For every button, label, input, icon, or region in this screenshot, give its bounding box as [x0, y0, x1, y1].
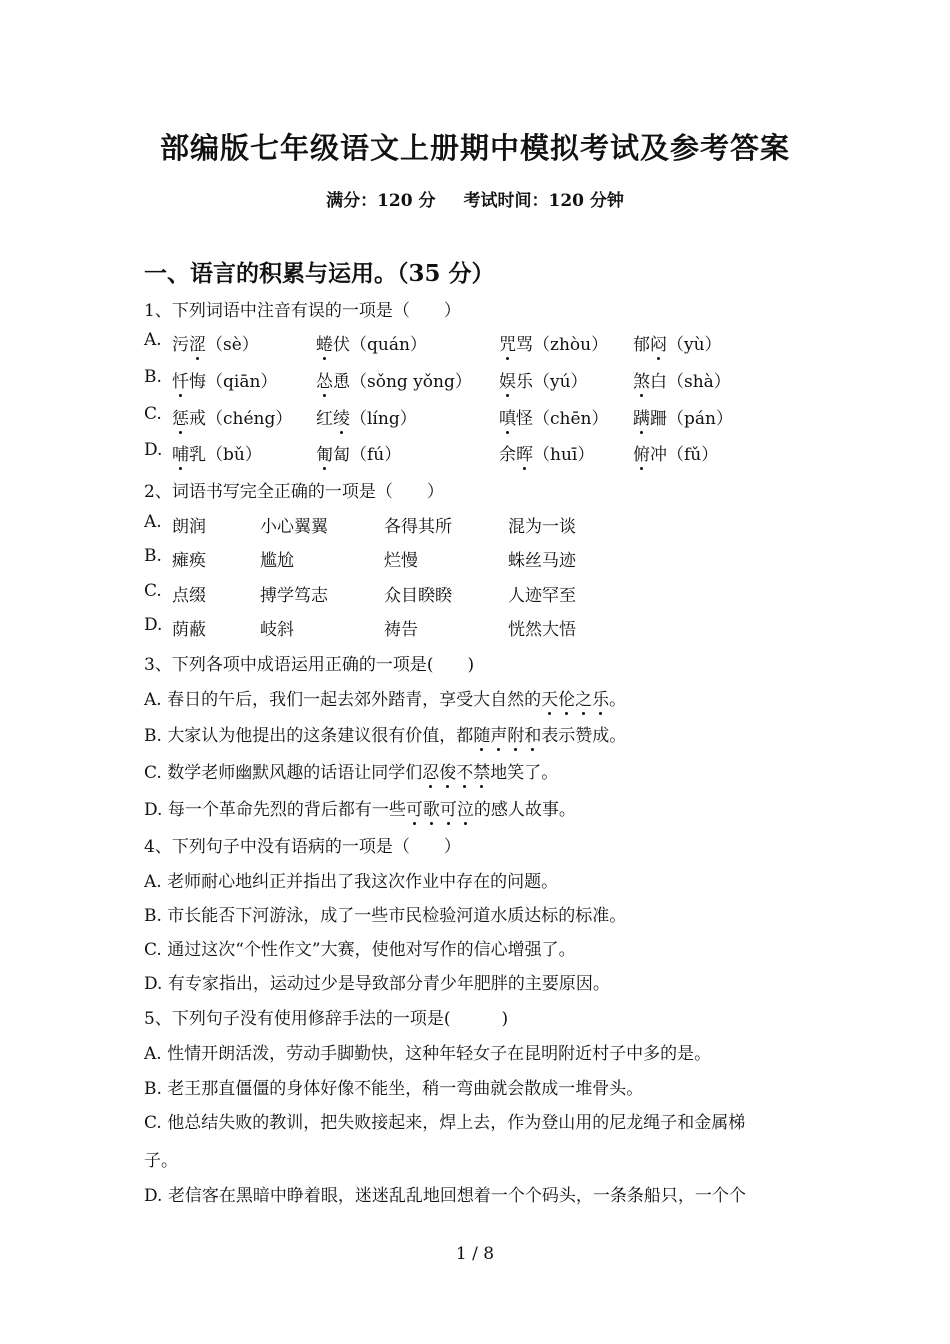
word-suffix-pinyin: 悔（qiān）: [189, 372, 278, 392]
word-with-pinyin: [172, 330, 259, 355]
question-4-stem: 4、下列句子中没有语病的一项是（ ）: [144, 837, 461, 857]
word-with-pinyin: [316, 440, 401, 465]
word-suffix-pinyin: 戒（chéng）: [189, 409, 293, 429]
word-with-pinyin: [316, 330, 427, 355]
question-4-option-a: A. 老师耐心地纠正并指出了我这次作业中存在的问题。: [144, 872, 559, 892]
emphasized-char: 晖: [516, 440, 533, 465]
word-suffix-pinyin: 伏（quán）: [333, 335, 427, 355]
word-suffix-pinyin: （yù）: [667, 335, 722, 355]
option-label: D.: [144, 440, 163, 460]
emphasized-char: 咒: [499, 330, 516, 355]
option-label: B.: [144, 726, 162, 746]
word-with-pinyin: [316, 404, 417, 429]
sentence-start: 数学老师幽默风趣的话语让同学们: [167, 763, 423, 783]
word-item: 尴尬: [260, 551, 294, 571]
page-title: 部编版七年级语文上册期中模拟考试及参考答案: [159, 131, 790, 165]
sentence-start: 大家认为他提出的这条建议很有价值，都: [167, 726, 474, 746]
word-with-pinyin: [172, 404, 292, 429]
emphasized-char: 哺: [172, 440, 189, 465]
word-item: 恍然大悟: [508, 620, 576, 640]
word-with-pinyin: [499, 330, 608, 355]
option-label: C.: [144, 763, 162, 783]
word-item: 点缀: [172, 586, 206, 606]
word-suffix-pinyin: 冲（fǔ）: [650, 445, 719, 465]
emphasized-char: 怂: [316, 367, 333, 392]
word-suffix-pinyin: （huī）: [533, 445, 595, 465]
word-item: 岐斜: [260, 620, 294, 640]
word-with-pinyin: [633, 404, 733, 429]
word-item: 荫蔽: [172, 620, 206, 640]
emphasized-char: 惩: [172, 404, 189, 429]
option-sentence: [144, 685, 626, 710]
emphasized-char: 匍: [316, 440, 333, 465]
word-item: 朗润: [172, 517, 206, 537]
word-with-pinyin: [499, 440, 594, 465]
exam-time: 考试时间：120 分钟: [463, 191, 624, 211]
word-with-pinyin: [172, 367, 277, 392]
word-item: 蛛丝马迹: [508, 551, 576, 571]
sentence-end: 。: [609, 690, 627, 710]
question-5-option-b: B. 老王那直僵僵的身体好像不能坐，稍一弯曲就会散成一堆骨头。: [144, 1079, 644, 1099]
page-number: 1 / 8: [455, 1244, 495, 1264]
word-item: 搏学笃志: [260, 586, 328, 606]
word-suffix-pinyin: （sè）: [206, 335, 259, 355]
question-1-stem: 1、下列词语中注音有误的一项是（ ）: [144, 301, 461, 321]
question-5-option-d: D. 老信客在黑暗中睁着眼，迷迷乱乱地回想着一个个码头，一条条船只，一个个: [144, 1186, 746, 1206]
word-item: 混为一谈: [508, 517, 576, 537]
option-sentence: [144, 721, 626, 746]
word-item: 小心翼翼: [260, 517, 328, 537]
word-suffix-pinyin: 骂（zhòu）: [516, 335, 609, 355]
section-heading: 一、语言的积累与运用。（35 分）: [144, 260, 495, 287]
word-item: 各得其所: [384, 517, 452, 537]
option-label: C.: [144, 404, 162, 424]
question-5-option-c-cont: 子。: [144, 1151, 178, 1171]
emphasized-char: 闷: [650, 330, 667, 355]
option-label: B.: [144, 546, 162, 566]
word-item: 烂慢: [384, 551, 418, 571]
word-suffix-pinyin: （líng）: [350, 409, 417, 429]
word-item: 人迹罕至: [508, 586, 576, 606]
word-prefix: 红: [316, 409, 333, 429]
word-with-pinyin: [633, 330, 722, 355]
word-suffix-pinyin: 乐（yú）: [516, 372, 588, 392]
emphasized-char: 煞: [633, 367, 650, 392]
word-with-pinyin: [172, 440, 262, 465]
sentence-start: 春日的午后，我们一起去郊外踏青，享受大自然的: [167, 690, 542, 710]
question-5-stem: 5、下列句子没有使用修辞手法的一项是( ): [144, 1009, 509, 1029]
word-with-pinyin: [633, 440, 718, 465]
emphasized-char: 绫: [333, 404, 350, 429]
word-with-pinyin: [633, 367, 731, 392]
word-with-pinyin: [499, 404, 608, 429]
sentence-start: 每一个革命先烈的背后都有一些: [167, 800, 406, 820]
option-label: D.: [144, 800, 163, 820]
emphasized-idiom: 随声附和: [473, 726, 541, 746]
option-label: D.: [144, 615, 163, 635]
emphasized-idiom: 天伦之乐: [541, 690, 609, 710]
word-with-pinyin: [499, 367, 588, 392]
emphasized-char: 嗔: [499, 404, 516, 429]
option-label: B.: [144, 367, 162, 387]
word-with-pinyin: [316, 367, 472, 392]
word-prefix: 污: [172, 335, 189, 355]
emphasized-char: 娱: [499, 367, 516, 392]
word-suffix-pinyin: 恿（sǒng yǒng）: [333, 372, 472, 392]
question-5-option-c: C. 他总结失败的教训，把失败接起来，焊上去，作为登山用的尼龙绳子和金属梯: [144, 1113, 746, 1133]
word-prefix: 郁: [633, 335, 650, 355]
word-suffix-pinyin: 怪（chēn）: [516, 409, 609, 429]
exam-info: [0, 186, 950, 211]
option-sentence: [144, 758, 558, 783]
emphasized-idiom: 忍俊不禁: [422, 763, 490, 783]
question-5-option-a: A. 性情开朗活泼，劳动手脚勤快，这种年轻女子在昆明附近村子中多的是。: [144, 1044, 712, 1064]
sentence-end: 的感人故事。: [473, 800, 576, 820]
emphasized-char: 涩: [189, 330, 206, 355]
question-4-option-b: B. 市长能否下河游泳，成了一些市民检验河道水质达标的标准。: [144, 906, 627, 926]
emphasized-char: 俯: [633, 440, 650, 465]
word-suffix-pinyin: 跚（pán）: [650, 409, 733, 429]
option-label: A.: [144, 690, 162, 710]
emphasized-idiom: 可歌可泣: [406, 800, 474, 820]
question-2-stem: 2、词语书写完全正确的一项是（ ）: [144, 482, 444, 502]
sentence-end: 地笑了。: [490, 763, 559, 783]
word-suffix-pinyin: 乳（bǔ）: [189, 445, 262, 465]
sentence-end: 表示赞成。: [541, 726, 627, 746]
question-3-stem: 3、下列各项中成语运用正确的一项是( ): [144, 655, 475, 675]
question-4-option-c: C. 通过这次“个性作文”大赛，使他对写作的信心增强了。: [144, 940, 576, 960]
word-suffix-pinyin: 白（shà）: [650, 372, 731, 392]
word-item: 瘫痪: [172, 551, 206, 571]
word-item: 众目睽睽: [384, 586, 452, 606]
emphasized-char: 蹒: [633, 404, 650, 429]
option-label: C.: [144, 581, 162, 601]
emphasized-char: 蜷: [316, 330, 333, 355]
word-suffix-pinyin: 匐（fú）: [333, 445, 402, 465]
word-item: 祷告: [384, 620, 418, 640]
option-sentence: [144, 795, 576, 820]
option-label: A.: [144, 330, 162, 350]
word-prefix: 余: [499, 445, 516, 465]
question-4-option-d: D. 有专家指出，运动过少是导致部分青少年肥胖的主要原因。: [144, 974, 610, 994]
emphasized-char: 忏: [172, 367, 189, 392]
option-label: A.: [144, 512, 162, 532]
full-score: 满分：120 分: [326, 191, 436, 211]
